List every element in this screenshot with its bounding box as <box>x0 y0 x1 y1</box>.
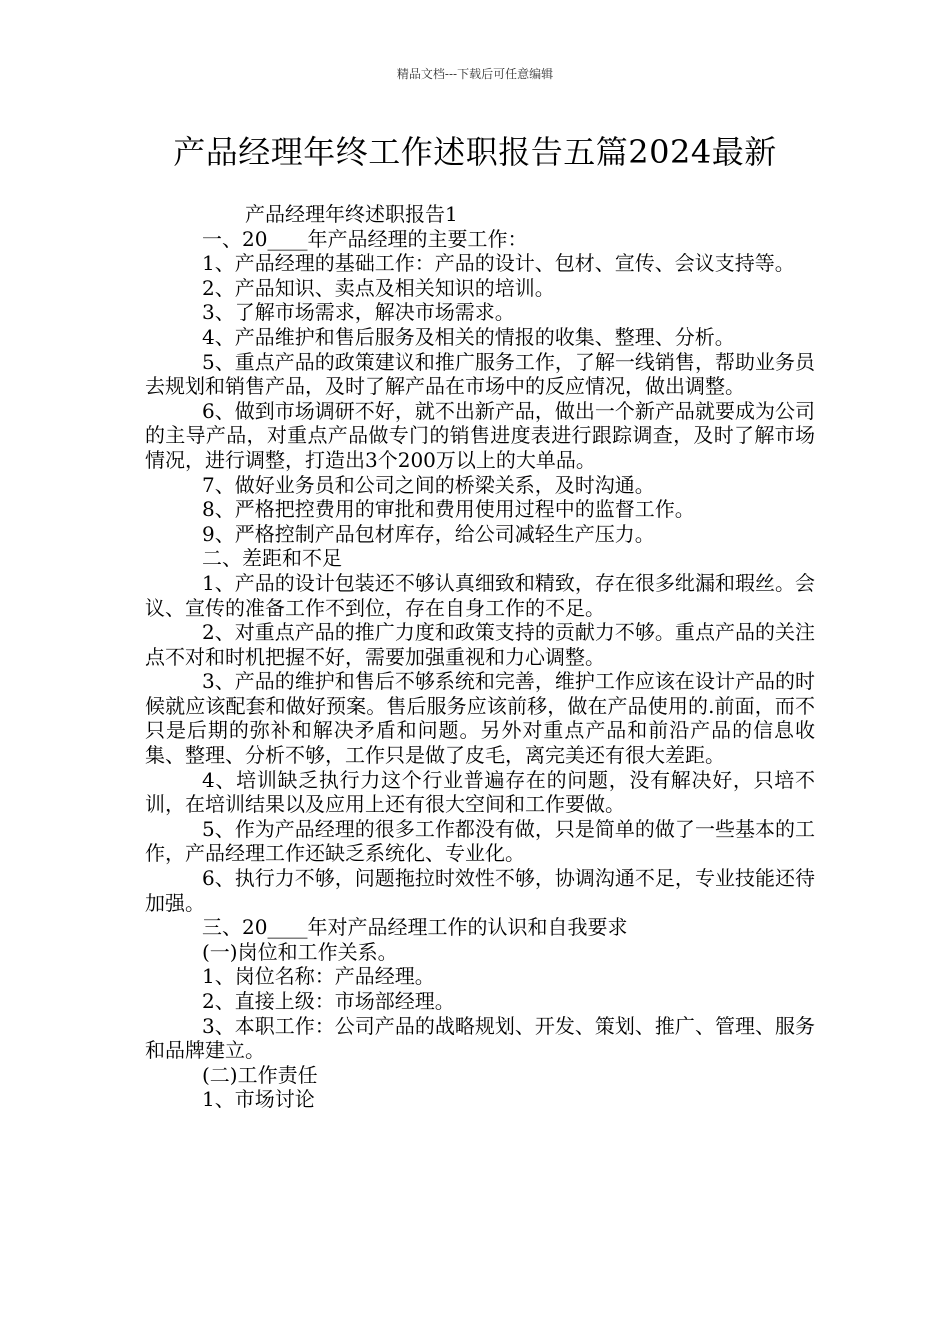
paragraph: 一、20____年产品经理的主要工作： <box>202 226 528 251</box>
subsection-heading: (一)岗位和工作关系。 <box>202 939 398 964</box>
paragraph: 4、产品维护和售后服务及相关的情报的收集、整理、分析。 <box>202 324 735 349</box>
paragraph: 1、市场讨论 <box>202 1087 315 1112</box>
paragraph: 5、作为产品经理的很多工作都没有做，只是简单的做了一些基本的工作，产品经理工作还缺乏系统化、专业化。 <box>145 816 815 866</box>
header-watermark: 精品文档---下载后可任意编辑 <box>396 67 554 81</box>
paragraph: 1、产品经理的基础工作：产品的设计、包材、宣传、会议支持等。 <box>202 251 795 276</box>
subsection-heading: (二)工作责任 <box>202 1062 318 1087</box>
paragraph: 6、执行力不够，问题拖拉时效性不够，协调沟通不足，专业技能还待加强。 <box>145 866 815 915</box>
document-body <box>145 202 815 1112</box>
paragraph: 3、了解市场需求，解决市场需求。 <box>202 300 515 325</box>
section-heading: 三、20____年对产品经理工作的认识和自我要求 <box>202 915 628 940</box>
paragraph: 5、重点产品的政策建议和推广服务工作，了解一线销售，帮助业务员去规划和销售产品，及时了解产品在市场中的反应情况，做出调整。 <box>145 349 815 399</box>
paragraph: 2、直接上级：市场部经理。 <box>202 989 455 1013</box>
paragraph: 1、岗位名称：产品经理。 <box>202 964 435 989</box>
paragraph: 9、严格控制产品包材库存，给公司减轻生产压力。 <box>202 521 655 546</box>
paragraph: 3、产品的维护和售后不够系统和完善，维护工作应该在设计产品的时候就应该配套和做好预案。售后服务应该前移，做在产品使用的.前面，而不只是后期的弥补和解决矛盾和问题。另外对重点产品和前沿产品的信息收集、整理、分析不够，工作只是做了皮毛，离完美还有很大差距。 <box>145 669 815 768</box>
paragraph: 1、产品的设计包装还不够认真细致和精致，存在很多纰漏和瑕丝。会议、宣传的准备工作不到位，存在自身工作的不足。 <box>145 570 815 620</box>
paragraph: 4、培训缺乏执行力这个行业普遍存在的问题，没有解决好，只培不训，在培训结果以及应用上还有很大空间和工作要做。 <box>145 767 815 817</box>
paragraph: 7、做好业务员和公司之间的桥梁关系，及时沟通。 <box>202 472 655 497</box>
section-heading: 二、差距和不足 <box>202 546 342 571</box>
paragraph: 2、产品知识、卖点及相关知识的培训。 <box>202 275 555 300</box>
paragraph: 8、严格把控费用的审批和费用使用过程中的监督工作。 <box>202 497 695 522</box>
paragraph: 6、做到市场调研不好，就不出新产品，做出一个新产品就要成为公司的主导产品，对重点产品做专门的销售进度表进行跟踪调查，及时了解市场情况，进行调整，打造出3个200万以上的大单品。 <box>145 398 815 472</box>
report-subtitle: 产品经理年终述职报告1 <box>245 202 458 226</box>
document-title: 产品经理年终工作述职报告五篇2024最新 <box>173 133 777 171</box>
paragraph: 2、对重点产品的推广力度和政策支持的贡献力不够。重点产品的关注点不对和时机把握不好，需要加强重视和力心调整。 <box>145 620 815 669</box>
paragraph: 3、本职工作：公司产品的战略规划、开发、策划、推广、管理、服务和品牌建立。 <box>145 1013 815 1063</box>
